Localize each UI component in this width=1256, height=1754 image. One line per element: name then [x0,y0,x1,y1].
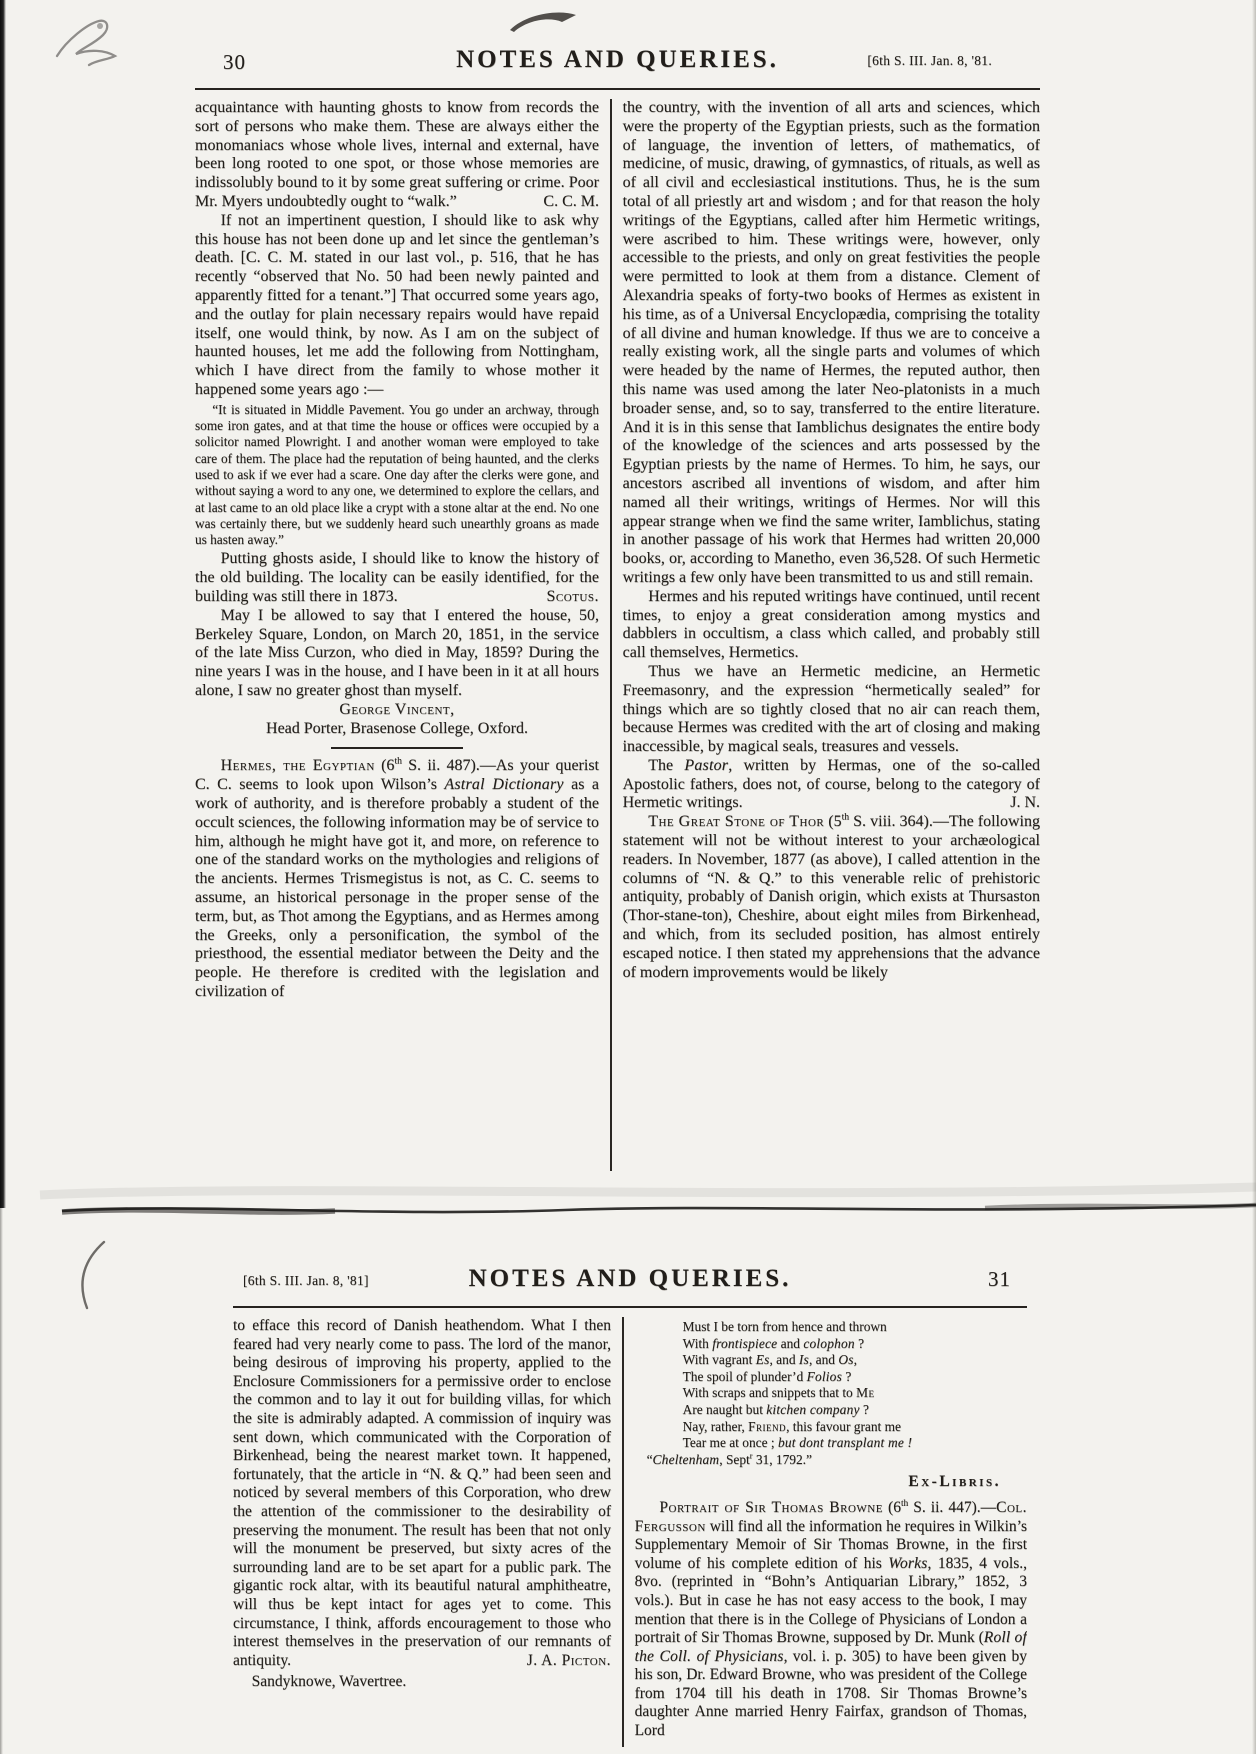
issue-citation: [6th S. III. Jan. 8, '81. [867,53,992,68]
italic-text: Pastor [684,756,729,774]
small-caps-text: George Vincent, [339,700,455,718]
verse-line [683,1319,1027,1336]
left-scan-edge [0,0,6,1208]
page-30-header [195,44,1040,86]
italic-text: Astral Dictionary [444,776,564,794]
page-30-left-column [195,99,599,1171]
page-number: 30 [223,50,246,74]
text-run: Nay, rather, [682,1418,749,1434]
paragraph [195,757,599,1001]
ex-libris-signature [635,1473,1027,1492]
verse-line [683,1369,1027,1386]
text-run: The [648,756,685,774]
text-run: to efface this record of Danish heathendom. What I then feared had very nearly come to pass. The lord of the manor, being desirous of improving his property, applied to the Enclosure Commissioners for a permissive order to enclose the common and to lay it out for building villas, for which the site is admirably adapted. A commission of inquiry was sent down, which communicated with the Corporation of Birkenhead, being the nearest market town. It happened, fortunately, that the article in “N. & Q.” had been seen and noticed by several members of this Corporation, who drew the attention of the commissioner to the desirability of preserving the monument. The result has been that not only will the monument be preserved, but sixty acres of the surrounding land are to be set apart for a public park. The gigantic rock altar, with its beautiful natural amphitheatre, will thus be kept intact for ages yet to come. This circumstance, I think, affords encouragement to those who interest themselves in the preservation of our remnants of antiquity. [233,1317,611,1669]
quoted-letter [195,402,599,549]
text-run: , vol. i. p. 305) to have been given by his son, Dr. Edward Browne, who was president of the College from 1704 till his death in 1708. Sir Thomas Browne’s daughter Anne married Henry Fairfax, grandson of Thomas, Lord [634,1647,1027,1740]
text-run: , Sept [719,1451,750,1467]
signature: J. N. [1010,794,1040,812]
superscript-text: th [394,756,402,768]
text-run: Are naught but [682,1401,767,1417]
page-30-right-column [623,99,1040,1171]
text-run: Head Porter, Brasenose College, Oxford. [266,719,528,737]
verse-line [683,1336,1027,1353]
text-run: acquaintance with haunting ghosts to know from records the sort of persons who make them. These are always either the monomaniacs whose whole lives, internal and external, have been long rooted to one spot, or those whose memories are indissolubly bound to it by some great suffering or crime. Poor Mr. Myers undoubtedly ought to “walk.” [195,99,599,210]
signature: J. A. Picton. [526,1651,611,1669]
verse-block [646,1319,1027,1468]
text-run: (5 [824,813,842,831]
small-caps-text: Hermes, the Egyptian [220,757,375,775]
paragraph [623,813,1040,982]
ink-mark [500,6,590,40]
italic-text: Is [798,1352,809,1368]
text-run: the country, with the invention of all arts and sciences, which were the property of the Egyptian priests, such as the formation of language, the invention of letters, of mathematics, of medicine, of music, drawing, of gymnastics, of rituals, as well as of all civil and ecclesiastical institutions. Thus, he is the sum total of all priestly art and wisdom ; and for that reason the holy writings of the Egyptians, called after him Hermetic writings, were ascribed to him. These writings were, however, only accessible to the priests, and only on great festivities the people were permitted to look at them from a distance. Clement of Alexandria speaks of forty-two books of Hermes as existent in his time, as of a Universal Encyclopædia, comprising the totality of all divine and human knowledge. If thus we are to conceive a really existing work, all the single parts and volumes of which were headed by the name of Hermes, the reputed author, then this name was used among the later Neo-platonists in a much broader sense, and, so to say, transferred to the entire literature. And it is in this sense that Iamblichus designates the entire body of the knowledge of the sciences and arts possessed by the Egyptian priests by the name of Hermes. To him, he says, our ancestors ascribed all inventions of wisdom, and after him named all their writings, writings of Hermes. Nor will this appear strange when we find the same writer, Iamblichus, stating in another passage of his work that Hermes had written 20,000 books, or, according to Manetho, even 36,528. Of such Hermetic writings a few only have been transmitted to us and still remain. [622,99,1040,586]
text-run: Hermes and his reputed writings have continued, until recent times, to enjoy a great consideration among mystics and dabblers in occultism, a class which called, and probably still call themselves, Hermetics. [622,587,1040,662]
column-divider [622,1317,624,1747]
pen-stroke [68,1236,128,1316]
italic-text: frontispiece [712,1335,778,1351]
paragraph [623,663,1040,757]
text-run: (6 [882,1498,901,1516]
text-run: Putting ghosts aside, I should like to know the history of the old building. The locality can be easily identified, for the building was still there in 1873. [195,550,599,606]
paragraph [195,607,599,701]
column-divider [610,99,612,1171]
right-scan-edge [1252,0,1256,1754]
left-scan-edge-lower [0,1208,3,1754]
text-run: The spoil of plunder’d [682,1368,807,1384]
small-caps-text: The Great Stone of Thor [648,813,825,831]
italic-text: Es [755,1352,770,1368]
small-caps-text: Col. Fergusson [634,1498,1027,1535]
paragraph [623,757,1040,813]
page-31-left-column [233,1317,611,1747]
small-caps-text: Friend [748,1418,787,1434]
text-run: “It is situated in Middle Pavement. You go under an archway, through some iron gates, and at that time the house or offices were occupied by a solicitor named Plowright. I and another woman were employed to take care of them. The place had the reputation of being haunted, and the clerks used to ask if we ever had a scare. One day after the clerks were gone, and without saying a word to any one, we determined to explore the cellars, and at last came to an old place like a crypt with a stone altar at the end. No one was certainly there, but we suddenly heard such unearthly groans as made us hasten away.” [195,401,599,548]
byline [195,701,599,720]
text-run: Must I be torn from hence and thrown [682,1319,887,1334]
text-run: Sandyknowe, Wavertree. [251,1673,407,1691]
small-caps-text: Portrait of Sir Thomas Browne [659,1498,883,1516]
text-run: (6 [374,757,395,775]
italic-text: Works [888,1554,928,1572]
text-run: ? [854,1335,865,1351]
header-rule [195,88,1040,90]
text-run: 31, 1792.” [752,1451,812,1467]
text-run: , written by Hermas, one of the so-called Apostolic fathers, does not, of course, belong to the category of Hermetic writings. [622,756,1040,812]
address-line [233,1673,611,1692]
text-run: If not an impertinent question, I should like to ask why this house has not been done up and let since the gentleman’s death. [C. C. M. stated in our last vol., p. 516, that he has recently “observed that No. 50 had been newly painted and apparently fitted for a tenant.”] That occurred some years ago, and the outlay for plain necessary repairs would have repaid itself, one would think, by now. As I am on the subject of haunted houses, let me add the following from Nottingham, which I have direct from the family to whose mother it happened some years ago :— [195,211,599,398]
paragraph [623,99,1040,588]
text-run: Tear me at once ; [682,1435,778,1451]
verse-attribution [647,1452,1027,1469]
text-run: ? [842,1368,852,1384]
text-run: S. ii. 447).— [908,1498,997,1516]
text-run: , this favour grant me [786,1418,901,1434]
text-run: With vagrant [682,1352,756,1368]
signature: C. C. M. [543,192,599,210]
verse-line [683,1435,1027,1452]
page-31-right-column [635,1317,1027,1747]
italic-text: kitchen company [766,1401,860,1417]
byline [195,720,599,739]
text-run: , and [769,1352,799,1368]
header-rule [233,1306,1027,1308]
text-run: Ex-Libris. [908,1473,1001,1491]
text-run: With [682,1335,713,1351]
journal-title: NOTES AND QUERIES. [468,1265,792,1292]
paragraph [635,1499,1027,1741]
superscript-text: th [900,1498,909,1509]
verse-line [683,1352,1027,1369]
verse-line [683,1419,1027,1436]
italic-text: Os [838,1352,854,1368]
text-run: With scraps and snippets that to [682,1385,857,1401]
paragraph [195,212,599,400]
verse-line [683,1385,1027,1402]
superscript-text: th [841,811,850,823]
text-run: S. viii. 364).—The following statement will not be without interest to your archæological readers. In November, 1877 (as above), I called attention in the columns of “N. & Q.” to this venerable relic of prehistoric antiquity, probably of Danish origin, which exists at Thursaston (Thor-stane-ton), Cheshire, about eight miles from Birkenhead, and which, from its secluded position, has almost entirely escaped notice. I then stated my apprehensions that the advance of modern improvements would be likely [622,813,1040,981]
paragraph [233,1317,611,1670]
italic-text: colophon [803,1335,855,1351]
page-seam [0,1175,1256,1245]
journal-title: NOTES AND QUERIES. [456,46,779,73]
text-run: as a work of authority, and is therefore probably a student of the occult sciences, the following information may be of service to him, although he might have got it, and more, on reference to one of the standard works on the mythologies and religions of the ancients. Hermes Trismegistus is not, as C. C. seems to assume, an historical personage in the proper sense of the term, but, as Thot among the Egyptians, and as Hermes among the Greeks, only a personification, the symbol of the priesthood, the essential mediator between the Deity and the people. He therefore is credited with the legislation and civilization of [195,776,600,1000]
page-30 [195,44,1040,1171]
text-run: , 1835, 4 vols., 8vo. (reprinted in “Bohn’s Antiquarian Library,” 1852, 3 vols.). But in case he has not easy access to the book, I may mention that there is in the College of Physicians of London a portrait of Sir Thomas Browne, supposed by Dr. Munk ( [634,1554,1027,1647]
text-run: , and [808,1352,839,1368]
issue-citation: [6th S. III. Jan. 8, '81] [243,1273,369,1288]
text-run: Thus we have an Hermetic medicine, an Hermetic Freemasonry, and the expression “hermetically sealed” for things which are so tightly closed that no air can reach them, because Hermes was credited with the art of closing and making inaccessible, by magical seals, treasures and vessels. [622,662,1040,756]
small-caps-text: Me [856,1385,875,1401]
italic-text: but dont transplant me ! [777,1435,913,1451]
superscript-text: r [749,1451,753,1461]
paragraph [195,550,599,606]
italic-text: Cheltenham [652,1451,720,1467]
text-run: will find all the information he requires in Wilkin’s Supplementary Memoir of Sir Thomas Browne, in the first volume of his complete edition of his [634,1517,1027,1572]
italic-text: Folios [806,1368,842,1384]
pencil-smudge [45,8,165,83]
verse-line [683,1402,1027,1419]
signature: Scotus. [546,588,599,606]
page-31-header [233,1262,1027,1304]
text-run: and [777,1335,804,1351]
text-run: “ [646,1451,653,1467]
text-run: S. ii. 487).—As your querist C. C. seems to look upon Wilson’s [195,757,599,794]
page-number: 31 [988,1267,1011,1291]
italic-text: Roll of the Coll. of Physicians [634,1629,1027,1665]
section-divider-rule [331,747,463,749]
page-31 [233,1262,1027,1747]
paragraph [195,99,599,212]
text-run: May I be allowed to say that I entered the house, 50, Berkeley Square, London, on March 20, 1851, in the service of the late Miss Curzon, who died in May, 1859? During the nine years I was in the house, and I have been in it at all hours alone, I saw no greater ghost than myself. [195,606,599,699]
text-run: , [853,1352,857,1368]
text-run: ? [859,1401,869,1417]
paragraph [623,588,1040,663]
